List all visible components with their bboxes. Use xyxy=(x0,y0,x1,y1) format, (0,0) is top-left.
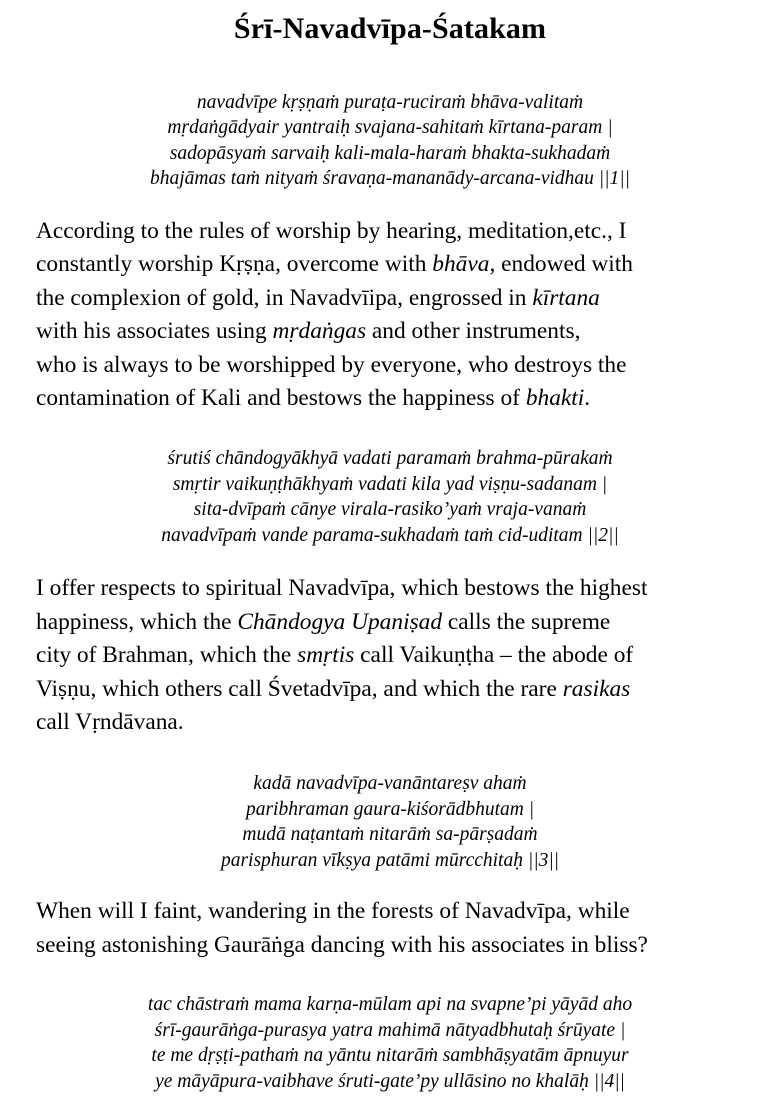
verse-line: mudā naṭantaṁ nitarāṁ sa-pārṣadaṁ xyxy=(242,824,538,846)
verse-line: navadvīpaṁ vande parama-sukhadaṁ taṁ cid-uditam ||2|| xyxy=(161,524,619,546)
text-run: city of Brahman, which the xyxy=(36,642,298,669)
translation-paragraph-2 xyxy=(36,572,752,740)
emphasis-term: rasikas xyxy=(562,675,631,702)
verse-line: te me dṛṣṭi-pathaṁ na yāntu nitarāṁ sambhāṣyatām āpnuyur xyxy=(151,1045,629,1067)
text-run: , endowed with xyxy=(489,251,634,278)
verse-line: bhajāmas taṁ nityaṁ śravaṇa-mananādy-arcana-vidhau ||1|| xyxy=(150,168,630,189)
translation-paragraph-3 xyxy=(36,895,752,962)
emphasis-term: bhāva xyxy=(432,251,490,278)
sanskrit-verse-2 xyxy=(0,446,780,548)
emphasis-term: kīrtana xyxy=(532,284,600,311)
verse-line: ye māyāpura-vaibhave śruti-gate’py ullāsino no khalāḥ ||4|| xyxy=(155,1070,625,1092)
verse-line: navadvīpe kṛṣṇaṁ puraṭa-ruciraṁ bhāva-valitaṁ xyxy=(196,91,584,113)
text-run: seeing astonishing Gaurāṅga dancing with his associates in bliss? xyxy=(36,931,648,958)
text-run: who is always to be worshipped by everyone, who destroys the xyxy=(36,351,627,378)
text-run: happiness, which the xyxy=(36,608,238,635)
translation-line xyxy=(36,606,752,640)
text-run: with his associates using xyxy=(36,318,273,345)
verse-line: parisphuran vīkṣya patāmi mūrcchitaḥ ||3|| xyxy=(220,849,560,871)
verse-line: śrī-gaurāṅga-purasya yatra mahimā nātyadbhutaḥ śrūyate | xyxy=(154,1019,626,1041)
text-run: and other instruments, xyxy=(366,318,581,345)
translation-line xyxy=(36,248,752,282)
text-run: call Vṛndāvana. xyxy=(36,709,184,736)
emphasis-term: mṛdaṅgas xyxy=(272,318,367,345)
sanskrit-verse-4 xyxy=(0,992,780,1094)
text-run: call Vaikuṇṭha – the abode of xyxy=(354,642,634,669)
translation-line xyxy=(36,382,752,416)
sanskrit-verse-3 xyxy=(0,771,780,873)
verse-line: śrutiś chāndogyākhyā vadati paramaṁ brahma-pūrakaṁ xyxy=(167,448,613,470)
translation-line xyxy=(36,895,752,929)
text-run: constantly worship Kṛṣṇa, overcome with xyxy=(36,251,433,278)
translation-line xyxy=(36,639,752,673)
verse-line: tac chāstraṁ mama karṇa-mūlam api na svapne’pi yāyād aho xyxy=(147,994,633,1016)
translation-line xyxy=(36,349,752,383)
text-run: When will I faint, wandering in the forests of Navadvīpa, while xyxy=(36,898,630,925)
translation-line xyxy=(36,215,752,249)
sanskrit-verse-1 xyxy=(0,90,780,192)
translation-paragraph-1 xyxy=(36,215,752,417)
translation-line xyxy=(36,929,752,963)
translation-line xyxy=(36,572,752,606)
verse-line: paribhraman gaura-kiśorādbhutam | xyxy=(245,798,535,820)
text-run: calls the supreme xyxy=(442,608,611,635)
verse-line: sadopāsyaṁ sarvaiḥ kali-mala-haraṁ bhakta-sukhadaṁ xyxy=(169,142,611,164)
text-run: I offer respects to spiritual Navadvīpa, which bestows the highest xyxy=(36,575,648,602)
verse-line: smṛtir vaikuṇṭhākhyaṁ vadati kila yad viṣṇu-sadanam | xyxy=(172,473,608,495)
text-run: contamination of Kali and bestows the happiness of xyxy=(36,385,526,412)
text-run: . xyxy=(584,385,591,412)
verse-line: kadā navadvīpa-vanāntareṣv ahaṁ xyxy=(253,773,527,795)
text-run: the complexion of gold, in Navadvīipa, engrossed in xyxy=(36,284,533,311)
translation-line xyxy=(36,282,752,316)
translation-line xyxy=(36,706,752,740)
verse-line: sita-dvīpaṁ cānye virala-rasiko’yaṁ vraja-vanaṁ xyxy=(193,499,587,521)
text-run: Viṣṇu, which others call Śvetadvīpa, and which the rare xyxy=(36,675,563,702)
emphasis-term: bhakti xyxy=(525,385,585,412)
text-run: According to the rules of worship by hearing, meditation,etc., I xyxy=(36,217,627,244)
emphasis-term: Chāndogya Upaniṣad xyxy=(237,608,443,635)
emphasis-term: smṛtis xyxy=(297,642,355,669)
translation-line xyxy=(36,673,752,707)
translation-line xyxy=(36,315,752,349)
verse-line: mṛdaṅgādyair yantraiḥ svajana-sahitaṁ kīrtana-param | xyxy=(167,117,613,138)
page-title: Śrī-Navadvīpa-Śatakam xyxy=(233,12,547,45)
